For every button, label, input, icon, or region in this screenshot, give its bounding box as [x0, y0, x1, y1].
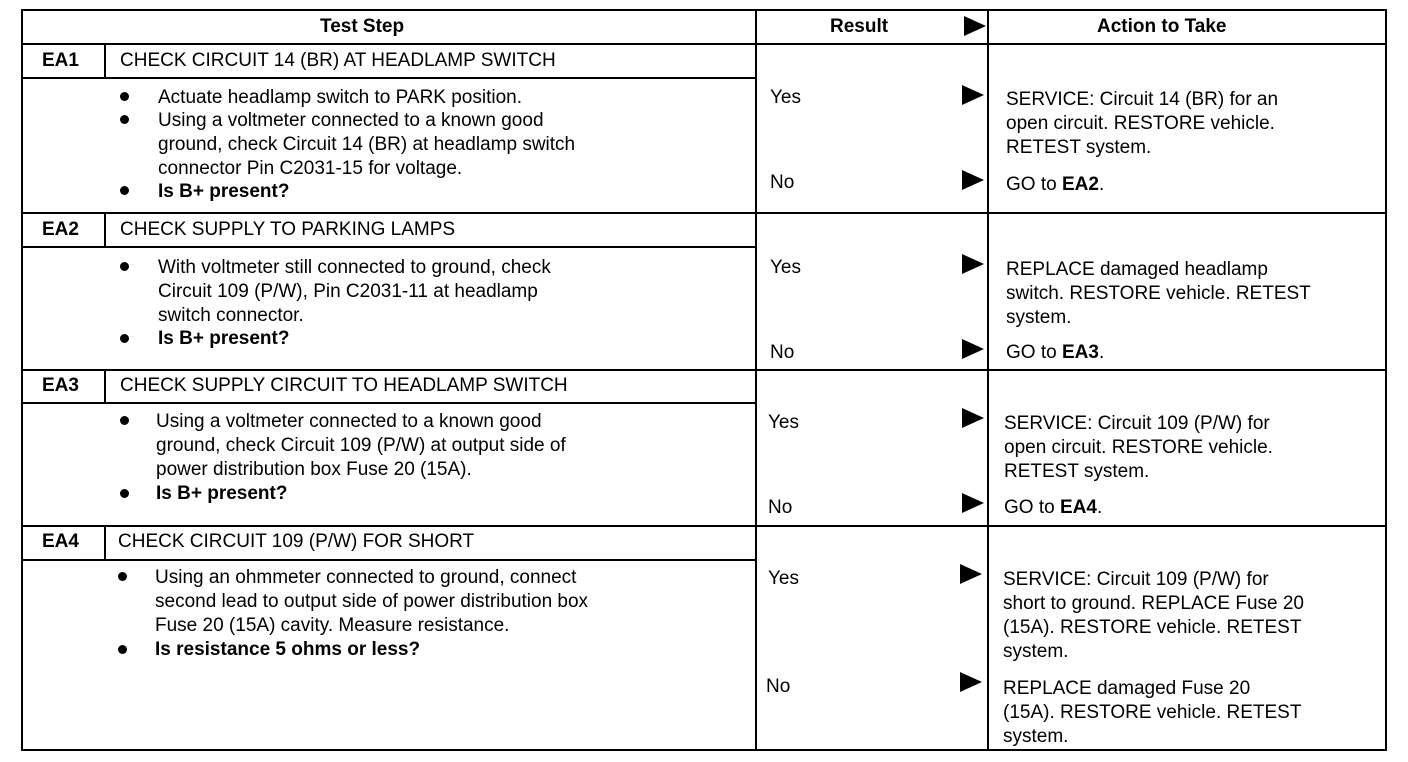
arrow-right-icon: [964, 16, 986, 36]
bullet-icon: [118, 572, 127, 581]
step-text: With voltmeter still connected to ground, check: [158, 257, 551, 278]
goto-target: EA3: [1061, 342, 1099, 363]
arrow-right-icon: [962, 493, 984, 513]
result-yes: Yes: [768, 568, 799, 589]
result-yes: Yes: [768, 412, 799, 433]
header-test-step: Test Step: [320, 16, 405, 37]
action-text: SERVICE: Circuit 14 (BR) for an: [1006, 89, 1279, 110]
action-text: system.: [1006, 307, 1072, 328]
bullet-icon: [120, 416, 129, 425]
action-text: REPLACE damaged Fuse 20: [1003, 678, 1251, 699]
action-text: RETEST system.: [1004, 461, 1150, 482]
bullet-icon: [118, 645, 127, 654]
step-id: EA4: [42, 531, 79, 552]
action-text: SERVICE: Circuit 109 (P/W) for: [1004, 413, 1270, 434]
step-text: second lead to output side of power distribution box: [155, 591, 589, 612]
result-yes: Yes: [770, 257, 801, 278]
step-id: EA2: [42, 219, 79, 240]
arrow-right-icon: [962, 170, 984, 190]
action-goto: GO to EA3.: [1006, 342, 1105, 363]
action-goto: GO to EA2.: [1006, 174, 1105, 195]
action-text: short to ground. REPLACE Fuse 20: [1003, 593, 1304, 614]
arrow-right-icon: [962, 85, 984, 105]
result-no: No: [766, 676, 791, 697]
step-text: switch connector.: [158, 305, 304, 326]
bullet-icon: [120, 115, 129, 124]
step-title: CHECK CIRCUIT 14 (BR) AT HEADLAMP SWITCH: [120, 50, 556, 71]
arrow-right-icon: [962, 254, 984, 274]
action-text: switch. RESTORE vehicle. RETEST: [1006, 283, 1311, 304]
action-text: open circuit. RESTORE vehicle.: [1006, 113, 1275, 134]
step-question: Is B+ present?: [158, 328, 290, 349]
step-text: Circuit 109 (P/W), Pin C2031-11 at headlamp: [158, 281, 538, 302]
step-text: Using a voltmeter connected to a known good: [156, 411, 542, 432]
action-text: system.: [1003, 641, 1069, 662]
goto-target: EA2: [1061, 174, 1099, 195]
arrow-right-icon: [960, 672, 982, 692]
bullet-icon: [120, 489, 129, 498]
action-text: RETEST system.: [1006, 137, 1152, 158]
result-no: No: [770, 172, 795, 193]
step-text: Using a voltmeter connected to a known good: [158, 110, 544, 131]
action-text: (15A). RESTORE vehicle. RETEST: [1003, 617, 1302, 638]
header-result: Result: [830, 16, 889, 37]
bullet-icon: [120, 186, 129, 195]
step-text: ground, check Circuit 14 (BR) at headlamp switch: [158, 134, 576, 155]
step-title: CHECK SUPPLY TO PARKING LAMPS: [120, 219, 456, 240]
step-title: CHECK SUPPLY CIRCUIT TO HEADLAMP SWITCH: [120, 375, 568, 396]
action-text: REPLACE damaged headlamp: [1006, 259, 1268, 280]
goto-target: EA4: [1059, 497, 1097, 518]
step-id: EA1: [42, 50, 79, 71]
action-text: SERVICE: Circuit 109 (P/W) for: [1003, 569, 1269, 590]
result-no: No: [770, 342, 795, 363]
action-text: (15A). RESTORE vehicle. RETEST: [1003, 702, 1302, 723]
bullet-icon: [120, 262, 129, 271]
header-action: Action to Take: [1097, 16, 1227, 37]
arrow-right-icon: [962, 408, 984, 428]
step-question: Is B+ present?: [156, 483, 288, 504]
bullet-icon: [120, 92, 129, 101]
action-goto: GO to EA4.: [1004, 497, 1103, 518]
bullet-icon: [120, 334, 129, 343]
action-text: open circuit. RESTORE vehicle.: [1004, 437, 1273, 458]
action-text: system.: [1003, 726, 1069, 747]
step-id: EA3: [42, 375, 79, 396]
step-text: power distribution box Fuse 20 (15A).: [156, 459, 472, 480]
step-text: Using an ohmmeter connected to ground, connect: [155, 567, 577, 588]
result-no: No: [768, 497, 793, 518]
arrow-right-icon: [962, 339, 984, 359]
step-question: Is B+ present?: [158, 181, 290, 202]
step-text: connector Pin C2031-15 for voltage.: [158, 158, 463, 179]
step-text: ground, check Circuit 109 (P/W) at output side of: [156, 435, 566, 456]
step-text: Actuate headlamp switch to PARK position.: [158, 87, 523, 108]
step-question: Is resistance 5 ohms or less?: [155, 639, 421, 660]
step-text: Fuse 20 (15A) cavity. Measure resistance.: [155, 615, 510, 636]
arrow-right-icon: [960, 564, 982, 584]
result-yes: Yes: [770, 87, 801, 108]
step-title: CHECK CIRCUIT 109 (P/W) FOR SHORT: [118, 531, 475, 552]
